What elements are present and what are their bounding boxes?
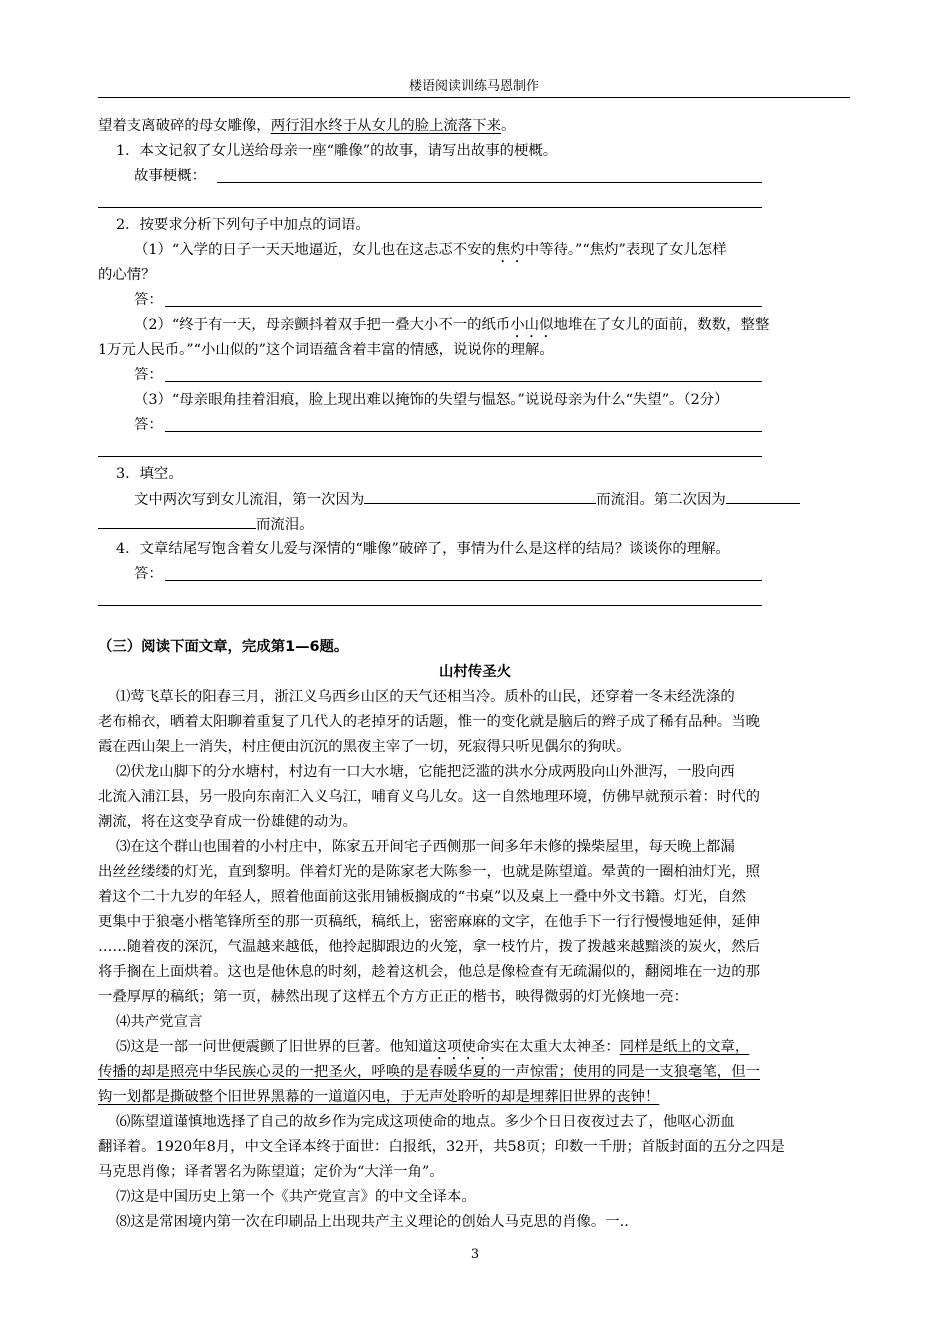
- p5-underlined-start: 同样是纸上的文章，: [619, 1039, 750, 1055]
- para-8: ⑻这是常困境内第一次在印刷品上出现共产主义理论的创始人马克思的肖像。一..: [116, 1214, 629, 1230]
- para-4: ⑷共产党宣言: [116, 1014, 203, 1030]
- para-1-line: 霞在西山架上一消失，村庄便由沉沉的黑夜主宰了一切，死寂得只听见偶尔的狗吠。: [98, 739, 631, 755]
- para-5-line-1: [116, 1037, 749, 1063]
- para-3-line: 将手搁在上面烘着。这也是他休息的时刻，趁着这机会，他总是像检查有无疏漏似的，翻阅堆在一边的那: [98, 964, 760, 980]
- para-5-line-3: 钩一划都是撕破整个旧世界黑幕的一道道闪电，于无声处聆听的却是埋葬旧世界的丧钟！: [98, 1089, 660, 1105]
- para-1-line: 老布棉衣，晒着太阳聊着重复了几代人的老掉牙的话题，惟一的变化就是脑后的辫子成了稀有品种。当晚: [98, 714, 760, 730]
- question-4: 4．文章结尾写饱含着女儿爱与深情的“雕像”破碎了，事情为什么是这样的结局？谈谈你的理解。: [116, 541, 730, 557]
- q2-s1-post: 中等待。”“焦灼”表现了女儿怎样: [524, 242, 727, 258]
- q4-answer-line-1[interactable]: [165, 580, 762, 581]
- q2-s1-answer-label: 答：: [134, 292, 163, 308]
- para-7: ⑺这是中国历史上第一个《共产党宣言》的中文全译本。: [116, 1189, 476, 1205]
- story-closing-line: [98, 116, 515, 136]
- p5-dotted-phrase: 这项使命: [432, 1039, 491, 1055]
- q2-s2-answer-label: 答：: [134, 367, 163, 383]
- q1-answer-line-2[interactable]: [98, 207, 762, 208]
- header-rule: [98, 97, 850, 98]
- q2-s1-dotted-word: 焦灼: [495, 242, 525, 258]
- para-3-line: ⑶在这个群山也围着的小村庄中，陈家五开间宅子西侧那一间多年未修的操柴屋里，每天晚上都漏: [116, 839, 735, 855]
- q2-s2-post: 地堆在了女儿的面前，数数，整整: [553, 317, 770, 333]
- q2-sentence-2-cont: 1万元人民币。”“小山似的”这个词语蕴含着丰富的情感，说说你的理解。: [98, 342, 554, 358]
- section-3-heading: （三）阅读下面文章，完成第1—6题。: [98, 639, 349, 655]
- page-header: 楼语阅读训练马恩制作: [408, 79, 539, 94]
- q3-fill-line-2: [98, 514, 314, 535]
- para-6-line: ⑹陈望道谨慎地选择了自己的故乡作为完成这项使命的地点。多少个日日夜夜过去了，他呕心沥血: [116, 1114, 735, 1130]
- q2-s2-dotted-word: 小山似: [510, 317, 554, 333]
- q2-sentence-2: [134, 315, 769, 341]
- q4-answer-line-2[interactable]: [98, 605, 762, 606]
- q2-s3-answer-label: 答：: [134, 417, 163, 433]
- closing-line-end: 。: [500, 118, 516, 134]
- q2-s3-answer-line-1[interactable]: [165, 431, 762, 432]
- q4-answer-label: 答：: [134, 566, 163, 582]
- q1-answer-line-1[interactable]: [217, 182, 762, 183]
- q2-s1-pre: （1）“入学的日子一天天地逼近，女儿也在这忐忑不安的: [134, 242, 496, 258]
- page-number: 3: [470, 1247, 480, 1262]
- para-2-line: 北流入浦江县，另一股向东南汇入义乌江，哺育义乌儿女。这一自然地理环境，仿佛早就预示着：时代的: [98, 789, 760, 805]
- q3-fill-line-1: [134, 489, 800, 510]
- q2-sentence-1-cont: 的心情？: [98, 267, 156, 283]
- para-6-line: 马克思肖像；译者署名为陈望道；定价为“大洋一角”。: [98, 1164, 444, 1180]
- para-3-line: 出丝丝缕缕的灯光，直到黎明。伴着灯光的是陈家老大陈参一，也就是陈望道。晕黄的一圈柏油灯光，照: [98, 864, 760, 880]
- p5-pre: ⑸这是一部一问世便震颤了旧世界的巨著。他知道: [116, 1039, 433, 1055]
- q3-blank-1[interactable]: [364, 489, 596, 504]
- para-6-line: 翻译着。1920年8月，中文全译本终于面世：白报纸，32开，共58页；印数一千册；首版封面的五分之四是: [98, 1139, 785, 1155]
- p5-mid: 实在太重大太神圣：: [490, 1039, 620, 1055]
- q3-blank-2-cont[interactable]: [98, 514, 256, 529]
- closing-line-lead: 望着支离破碎的母女雕像，: [98, 118, 271, 134]
- question-3: 3．填空。: [116, 466, 183, 482]
- q3-fill-b: 而流泪。第二次因为: [596, 492, 726, 508]
- q3-blank-2[interactable]: [726, 489, 800, 504]
- q3-fill-a: 文中两次写到女儿流泪，第一次因为: [134, 492, 365, 508]
- para-5-line-2: 传播的却是照亮中华民族心灵的一把圣火，呼唤的是春暖华夏的一声惊雷；使用的同是一支狼毫笔，但一: [98, 1064, 760, 1080]
- para-3-line: ……随着夜的深沉，气温越来越低，他拎起脚跟边的火笼，拿一枝竹片，拨了拨越来越黯淡的炭火，然后: [98, 939, 760, 955]
- q2-s1-answer-line[interactable]: [165, 306, 762, 307]
- q2-s2-pre: （2）“终于有一天，母亲颤抖着双手把一叠大小不一的纸币: [134, 317, 511, 333]
- para-2-line: 潮流，将在这变孕育成一份雄健的动为。: [98, 814, 358, 830]
- para-3-line: 一叠厚厚的稿纸；第一页，赫然出现了这样五个方方正正的楷书，映得微弱的灯光倏地一亮：: [98, 989, 689, 1005]
- question-1: 1．本文记叙了女儿送给母亲一座“雕像”的故事，请写出故事的梗概。: [116, 143, 558, 159]
- q2-s3-answer-line-2[interactable]: [98, 456, 762, 457]
- q2-sentence-3: （3）“母亲眼角挂着泪痕，脸上现出难以掩饰的失望与愠怒。”说说母亲为什么“失望”。（2分）: [134, 392, 729, 408]
- q2-s2-answer-line[interactable]: [165, 381, 762, 382]
- article-title: 山村传圣火: [439, 664, 511, 680]
- q1-answer-label: 故事梗概：: [134, 168, 206, 184]
- q3-fill-end: 而流泪。: [256, 517, 314, 533]
- para-3-line: 更集中于狼毫小楷笔锋所至的那一页稿纸，稿纸上，密密麻麻的文字，在他手下一行行慢慢地延伸，延伸: [98, 914, 760, 930]
- closing-line-underlined: 两行泪水终于从女儿的脸上流落下来: [270, 118, 501, 134]
- para-1-line: ⑴莺飞草长的阳春三月，浙江义乌西乡山区的天气还相当冷。质朴的山民，还穿着一冬未经洗涤的: [116, 689, 735, 705]
- para-2-line: ⑵伏龙山脚下的分水塘村，村边有一口大水塘，它能把泛滥的洪水分成两股向山外泄泻，一股向西: [116, 764, 735, 780]
- question-2: 2．按要求分析下列句子中加点的词语。: [116, 217, 370, 233]
- para-3-line: 着这个二十九岁的年轻人，照着他面前这张用铺板搁成的“书桌”以及桌上一叠中外文书籍。灯光，自然: [98, 889, 746, 905]
- q2-sentence-1: [134, 240, 727, 266]
